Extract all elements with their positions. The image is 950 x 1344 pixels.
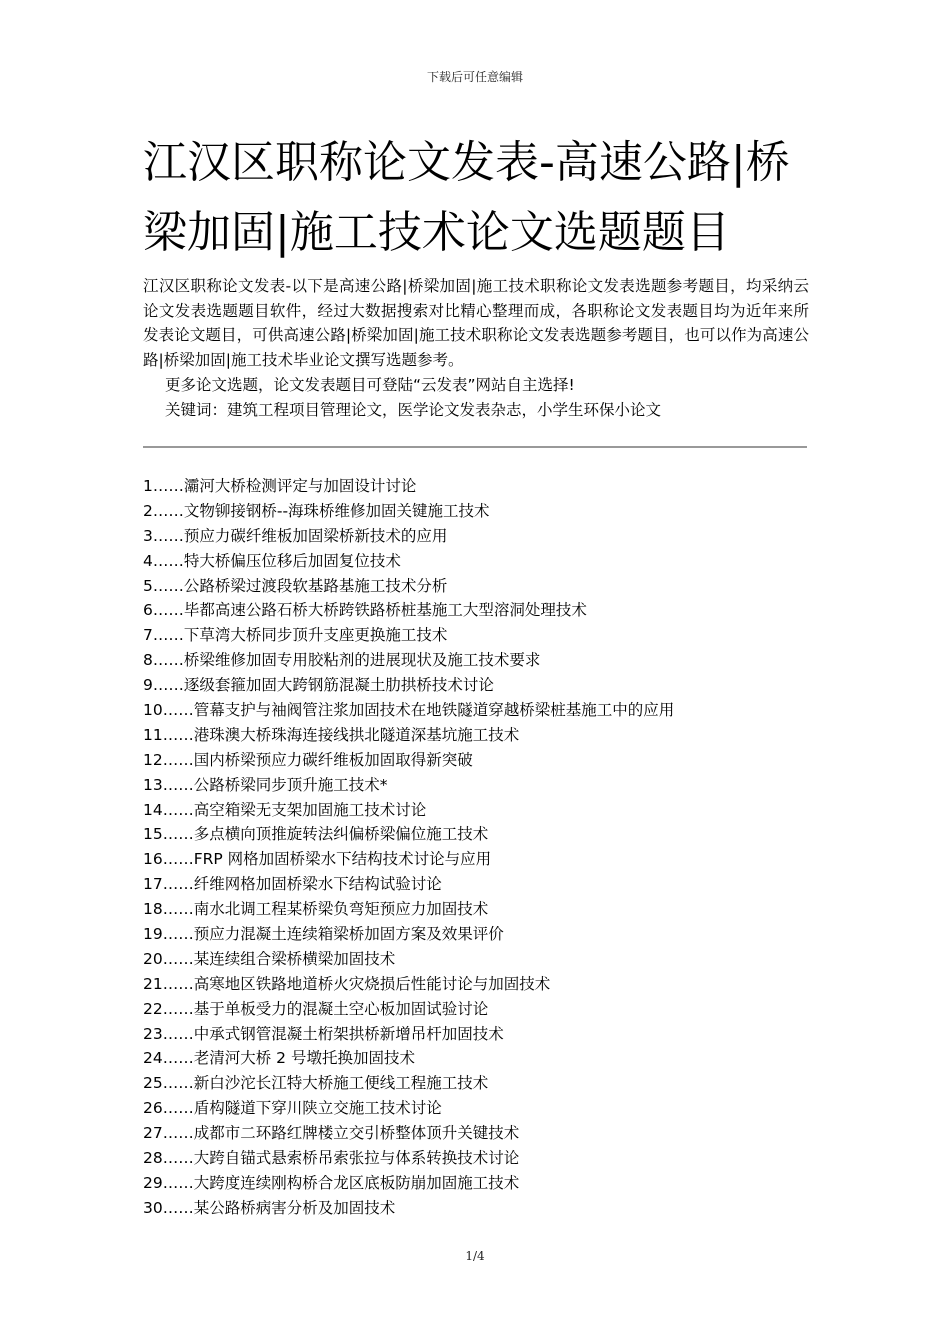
topic-item: 12……国内桥梁预应力碳纤维板加固取得新突破 xyxy=(143,750,473,769)
topic-item: 27……成都市二环路红牌楼立交引桥整体顶升关键技术 xyxy=(143,1124,520,1143)
topic-item: 2……文物铆接钢桥--海珠桥维修加固关键施工技术 xyxy=(143,501,490,520)
topic-item: 30……某公路桥病害分析及加固技术 xyxy=(143,1198,396,1217)
topic-item: 14……高空箱梁无支架加固施工技术讨论 xyxy=(143,800,427,819)
intro-paragraph: 江汉区职称论文发表-以下是高速公路|桥梁加固|施工技术职称论文发表选题参考题目，均采纳云论文发表选题题目软件，经过大数据搜索对比精心整理而成，各职称论文发表题目均为近年来所发表论文题目，可供高速公路|桥梁加固|施工技术职称论文发表选题参考题目，也可以作为高速公路|桥梁加固|施工技术毕业论文撰写选题参考。 xyxy=(143,277,809,369)
document-title: 江汉区职称论文发表-高速公路|桥梁加固|施工技术论文选题题目 xyxy=(143,137,790,258)
topic-item: 11……港珠澳大桥珠海连接线拱北隧道深基坑施工技术 xyxy=(143,725,520,744)
topic-item: 7……下草湾大桥同步顶升支座更换施工技术 xyxy=(143,626,448,645)
topic-item: 20……某连续组合梁桥横梁加固技术 xyxy=(143,949,396,968)
topic-item: 26……盾构隧道下穿川陕立交施工技术讨论 xyxy=(143,1099,442,1118)
topic-item: 17……纤维网格加固桥梁水下结构试验讨论 xyxy=(143,875,442,894)
topic-item: 9……逐级套箍加固大跨钢筋混凝土肋拱桥技术讨论 xyxy=(143,676,494,695)
topic-item: 29……大跨度连续刚构桥合龙区底板防崩加固施工技术 xyxy=(143,1173,520,1192)
topic-item: 1……灞河大桥检测评定与加固设计讨论 xyxy=(143,477,417,495)
topic-item: 23……中承式钢管混凝土桁架拱桥新增吊杆加固技术 xyxy=(143,1024,504,1043)
topic-item: 5……公路桥梁过渡段软基路基施工技术分析 xyxy=(143,576,448,595)
topic-item: 15……多点横向顶推旋转法纠偏桥梁偏位施工技术 xyxy=(143,825,489,844)
topic-item: 10……管幕支护与袖阀管注浆加固技术在地铁隧道穿越桥梁桩基施工中的应用 xyxy=(143,701,675,720)
divider xyxy=(143,446,807,448)
page-number: 1/4 xyxy=(465,1249,485,1263)
topic-item: 4……特大桥偏压位移后加固复位技术 xyxy=(143,551,401,570)
topic-item: 22……基于单板受力的混凝土空心板加固试验讨论 xyxy=(143,999,489,1018)
topic-item: 6……毕都高速公路石桥大桥跨铁路桥桩基施工大型溶洞处理技术 xyxy=(143,601,587,620)
topic-item: 25……新白沙沱长江特大桥施工便线工程施工技术 xyxy=(143,1074,489,1093)
topic-item: 16……FRP 网格加固桥梁水下结构技术讨论与应用 xyxy=(143,850,492,869)
more-topics-note: 更多论文选题，论文发表题目可登陆“云发表”网站自主选择! xyxy=(165,376,575,394)
topic-item: 19……预应力混凝土连续箱梁桥加固方案及效果评价 xyxy=(143,925,504,944)
topic-item: 3……预应力碳纤维板加固梁桥新技术的应用 xyxy=(143,526,448,545)
topic-item: 13……公路桥梁同步顶升施工技术* xyxy=(143,775,388,794)
topic-item: 24……老清河大桥 2 号墩托换加固技术 xyxy=(143,1049,415,1068)
keywords-line: 关键词：建筑工程项目管理论文，医学论文发表杂志，小学生环保小论文 xyxy=(165,401,662,419)
topic-list xyxy=(143,474,823,1221)
topic-item: 28……大跨自锚式悬索桥吊索张拉与体系转换技术讨论 xyxy=(143,1149,520,1168)
topic-item: 21……高寒地区铁路地道桥火灾烧损后性能讨论与加固技术 xyxy=(143,974,551,993)
page-header: 下载后可任意编辑 xyxy=(426,70,523,84)
topic-item: 8……桥梁维修加固专用胶粘剂的进展现状及施工技术要求 xyxy=(143,651,541,670)
topic-item: 18……南水北调工程某桥梁负弯矩预应力加固技术 xyxy=(143,900,489,919)
